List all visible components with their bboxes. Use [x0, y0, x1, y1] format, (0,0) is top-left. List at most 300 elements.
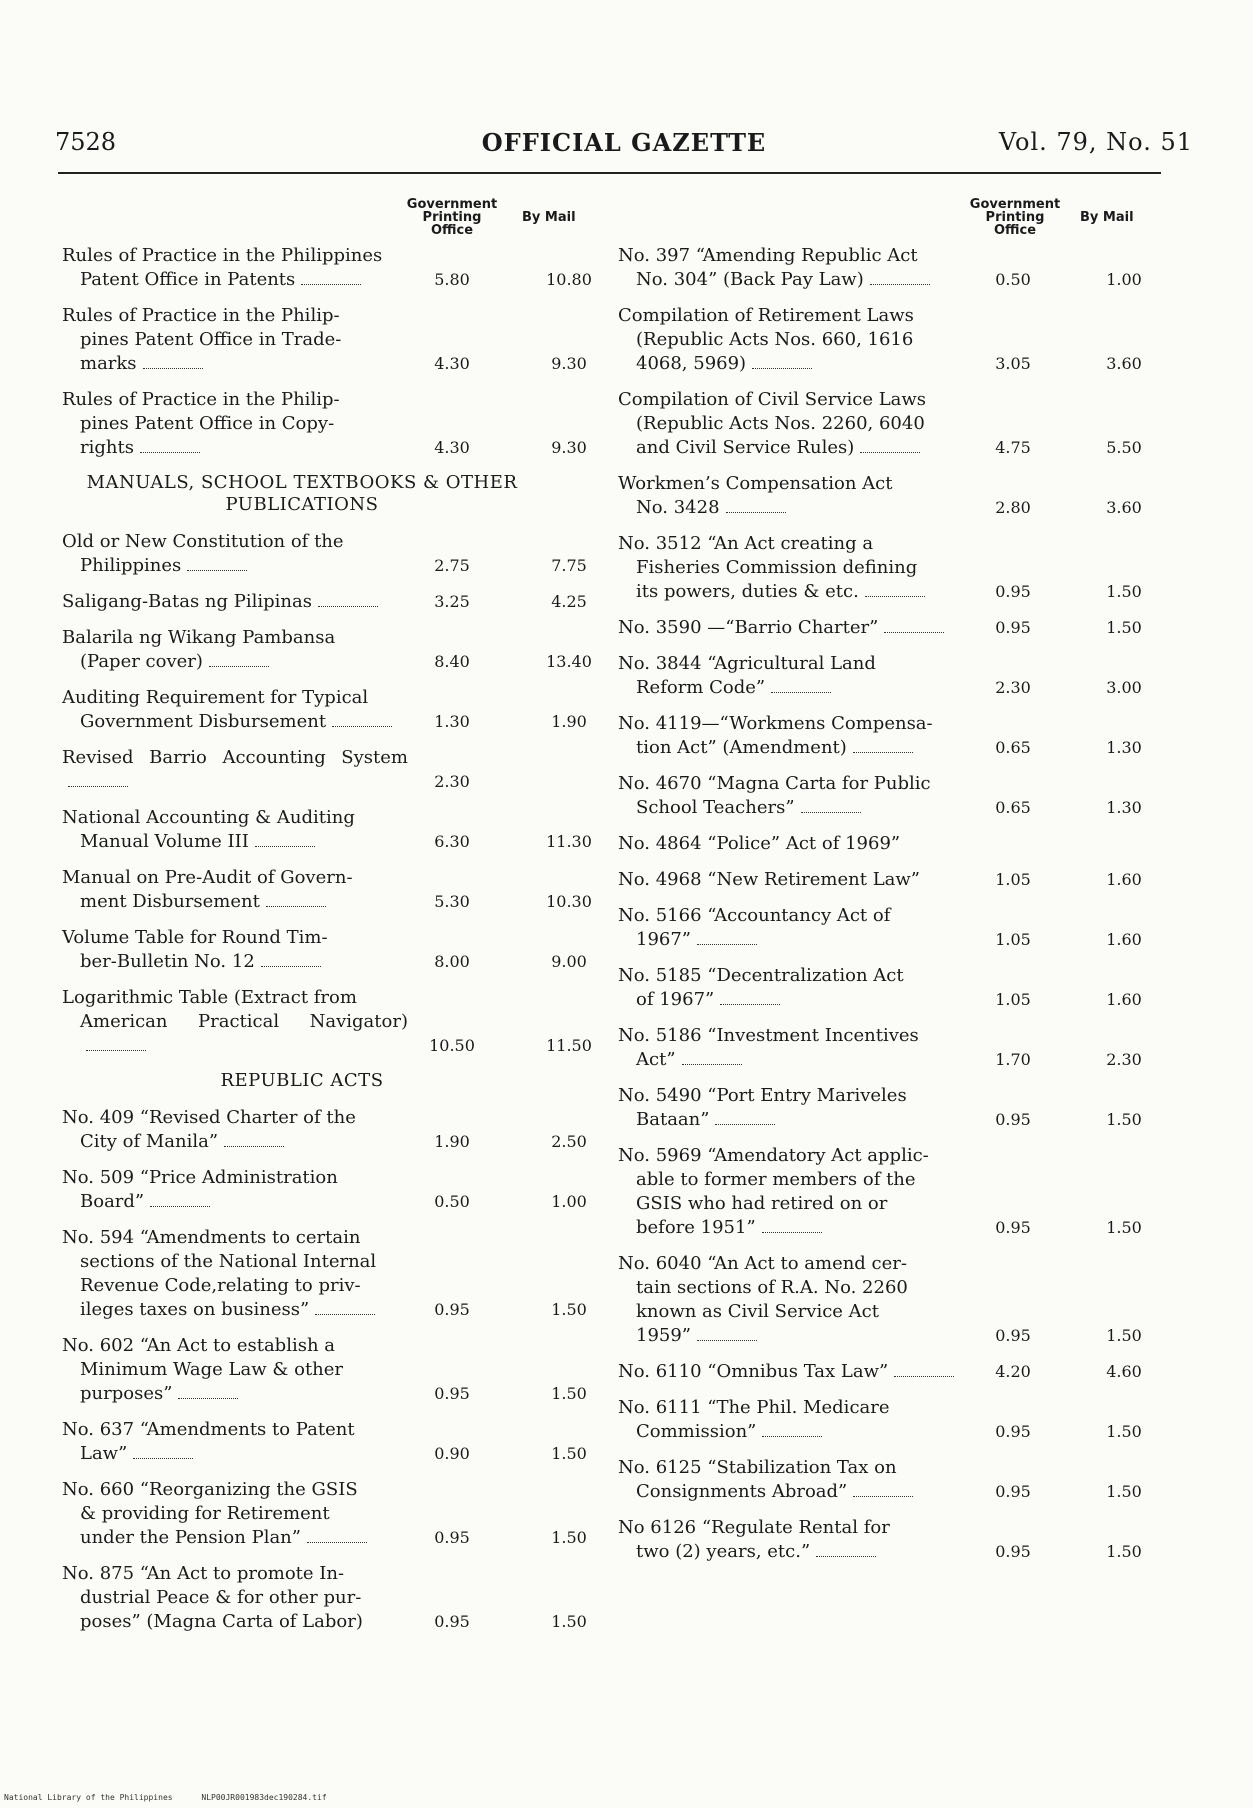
- gov-price: 0.65: [995, 798, 1031, 817]
- dot-leader: [178, 1398, 238, 1399]
- gov-price: 0.95: [995, 618, 1031, 637]
- gov-price: 2.30: [434, 772, 470, 791]
- entry-title-line: [62, 1226, 408, 1250]
- price-entry: [62, 866, 602, 914]
- entry-title: [62, 986, 408, 1058]
- dot-leader: [853, 752, 913, 753]
- entry-title-line: [618, 1144, 968, 1168]
- mail-price: 1.50: [1106, 1422, 1142, 1441]
- entry-title-text: Minimum Wage Law & other: [80, 1359, 344, 1380]
- entry-title: [62, 1418, 408, 1466]
- dot-leader: [209, 666, 269, 667]
- scan-footer: [4, 1793, 351, 1802]
- entry-title-text: No. 3428: [636, 497, 720, 518]
- mail-price: 2.50: [551, 1132, 587, 1151]
- price-entry: [618, 388, 1163, 460]
- entry-title-text: dustrial Peace & for other pur-: [80, 1587, 362, 1608]
- gov-printing-office-header: Government Printing Office: [406, 197, 498, 238]
- dot-leader: [726, 512, 786, 513]
- gov-price: 0.95: [434, 1384, 470, 1403]
- dot-leader: [224, 1146, 284, 1147]
- price-entry: [62, 806, 602, 854]
- gov-price: 0.90: [434, 1444, 470, 1463]
- entry-title-line: [618, 412, 968, 436]
- gov-price: 0.95: [995, 1482, 1031, 1501]
- entry-title-line: [618, 832, 968, 856]
- entry-title-text: No 6126 “Regulate Rental for: [618, 1517, 890, 1538]
- entry-title-line: [618, 1456, 968, 1480]
- entry-title-text: No. 3844 “Agricultural Land: [618, 653, 876, 674]
- entry-title: [62, 1334, 408, 1406]
- right-column: [618, 192, 1163, 1576]
- entry-title-text: Saligang-Batas ng Pilipinas: [62, 591, 312, 612]
- entry-title-text: 4068, 5969): [636, 353, 747, 374]
- dot-leader: [261, 966, 321, 967]
- price-entry: [62, 1562, 602, 1634]
- gov-price: 4.30: [434, 438, 470, 457]
- entry-title-line: [62, 950, 408, 974]
- entry-title: [62, 1562, 408, 1634]
- entry-title-line: [618, 1360, 968, 1384]
- gov-price: 1.90: [434, 1132, 470, 1151]
- mail-price: 1.50: [551, 1528, 587, 1547]
- entry-title-text: Law”: [80, 1443, 128, 1464]
- mail-price: 5.50: [1106, 438, 1142, 457]
- price-entry: [618, 244, 1163, 292]
- entry-title-line: [618, 1540, 968, 1564]
- library-credit: National Library of the Philippines: [4, 1793, 173, 1802]
- gov-price: 0.95: [995, 1542, 1031, 1561]
- gov-price: 0.95: [434, 1300, 470, 1319]
- dot-leader: [266, 906, 326, 907]
- entry-title-line: [62, 1442, 408, 1466]
- entry-title-text: No. 875 “An Act to promote In-: [62, 1563, 345, 1584]
- entry-title-text: Manual Volume III: [80, 831, 249, 852]
- entry-title-line: [618, 1396, 968, 1420]
- entry-title-line: [618, 532, 968, 556]
- dot-leader: [752, 368, 812, 369]
- mail-price: 1.50: [551, 1300, 587, 1319]
- mail-price: 3.00: [1106, 678, 1142, 697]
- price-entry: [62, 686, 602, 734]
- mail-price: 1.50: [1106, 1110, 1142, 1129]
- gov-price: 0.95: [995, 1110, 1031, 1129]
- entry-title-line: [618, 1108, 968, 1132]
- entry-title-line: [62, 830, 408, 854]
- price-entry: [618, 832, 1163, 856]
- entry-title-text: of 1967”: [636, 989, 715, 1010]
- dot-leader: [682, 1064, 742, 1065]
- entry-title-text: tain sections of R.A. No. 2260: [636, 1277, 908, 1298]
- entry-title-text: Philippines: [80, 555, 182, 576]
- mail-price: 1.50: [551, 1384, 587, 1403]
- entry-title-text: No. 5969 “Amendatory Act applic-: [618, 1145, 929, 1166]
- mail-price: 4.25: [551, 592, 587, 611]
- gov-price: 1.05: [995, 990, 1031, 1009]
- dot-leader: [894, 1376, 954, 1377]
- entry-title-line: [62, 554, 408, 578]
- dot-leader: [318, 606, 378, 607]
- gov-price: 4.75: [995, 438, 1031, 457]
- right-price-list: [618, 244, 1163, 1564]
- entry-title-line: [62, 590, 408, 614]
- entry-title-line: [62, 352, 408, 376]
- entry-title-line: [62, 1010, 408, 1058]
- entry-title-line: [618, 1024, 968, 1048]
- mail-price: 9.30: [551, 438, 587, 457]
- entry-title-line: [62, 926, 408, 950]
- entry-title-text: (Paper cover): [80, 651, 203, 672]
- dot-leader: [150, 1206, 210, 1207]
- entry-title-text: Revised Barrio Accounting System: [62, 747, 408, 768]
- entry-title-text: Workmen’s Compensation Act: [618, 473, 893, 494]
- dot-leader: [697, 944, 757, 945]
- gov-price: 1.70: [995, 1050, 1031, 1069]
- entry-title: [618, 1360, 968, 1384]
- entry-title-line: [618, 928, 968, 952]
- dot-leader: [860, 452, 920, 453]
- price-entry: [62, 1106, 602, 1154]
- mail-price: 11.50: [546, 1036, 592, 1055]
- gov-price: 0.95: [995, 1326, 1031, 1345]
- entry-title-line: [618, 244, 968, 268]
- entry-title-line: [62, 1334, 408, 1358]
- entry-title-line: [618, 1324, 968, 1348]
- entry-title-line: [62, 1610, 408, 1634]
- gov-price: 5.30: [434, 892, 470, 911]
- entry-title-text: No. 304” (Back Pay Law): [636, 269, 864, 290]
- gov-price: 6.30: [434, 832, 470, 851]
- mail-price: 3.60: [1106, 498, 1142, 517]
- entry-title: [618, 388, 968, 460]
- entry-title: [618, 964, 968, 1012]
- dot-leader: [884, 632, 944, 633]
- entry-title-text: Logarithmic Table (Extract from: [62, 987, 357, 1008]
- entry-title: [618, 868, 968, 892]
- entry-title-text: No. 509 “Price Administration: [62, 1167, 338, 1188]
- mail-price: 1.50: [1106, 1326, 1142, 1345]
- price-entry: [62, 986, 602, 1058]
- entry-title-text: sections of the National Internal: [80, 1251, 377, 1272]
- dot-leader: [187, 570, 247, 571]
- gov-price: 10.50: [429, 1036, 475, 1055]
- page-number: 7528: [55, 128, 117, 156]
- entry-title: [618, 304, 968, 376]
- entry-title-line: [62, 412, 408, 436]
- entry-title-line: [618, 1420, 968, 1444]
- dot-leader: [140, 452, 200, 453]
- gov-price: 8.00: [434, 952, 470, 971]
- gov-price: 0.95: [434, 1612, 470, 1631]
- mail-price: 13.40: [546, 652, 592, 671]
- price-entry: [618, 1456, 1163, 1504]
- entry-title-line: [618, 580, 968, 604]
- entry-title-text: School Teachers”: [636, 797, 795, 818]
- entry-title-line: [62, 1106, 408, 1130]
- entry-title-line: [62, 1298, 408, 1322]
- entry-title-text: Revenue Code,relating to priv-: [80, 1275, 361, 1296]
- price-entry: [618, 1516, 1163, 1564]
- mail-price: 1.00: [551, 1192, 587, 1211]
- entry-title-text: No. 594 “Amendments to certain: [62, 1227, 361, 1248]
- price-entry: [62, 590, 602, 614]
- entry-title-text: Compilation of Retirement Laws: [618, 305, 914, 326]
- section-heading-line: PUBLICATIONS: [225, 494, 379, 515]
- price-entry: [618, 904, 1163, 952]
- entry-title-line: [618, 676, 968, 700]
- entry-title-text: (Republic Acts Nos. 2260, 6040: [636, 413, 925, 434]
- entry-title-text: Old or New Constitution of the: [62, 531, 344, 552]
- price-entry: [618, 304, 1163, 376]
- entry-title-line: [62, 1250, 408, 1274]
- entry-title-line: [62, 686, 408, 710]
- entry-title-text: No. 602 “An Act to establish a: [62, 1335, 335, 1356]
- mail-price: 1.30: [1106, 798, 1142, 817]
- entry-title-text: pines Patent Office in Copy-: [80, 413, 335, 434]
- gov-price: 2.30: [995, 678, 1031, 697]
- entry-title: [618, 1024, 968, 1072]
- entry-title-line: [618, 388, 968, 412]
- entry-title-text: No. 4864 “Police” Act of 1969”: [618, 833, 901, 854]
- left-column: [62, 192, 602, 1646]
- section-heading: [62, 1070, 542, 1092]
- entry-title-line: [618, 712, 968, 736]
- gov-price: 0.95: [995, 1218, 1031, 1237]
- gov-price: 2.75: [434, 556, 470, 575]
- dot-leader: [801, 812, 861, 813]
- entry-title-text: Bataan”: [636, 1109, 710, 1130]
- price-entry: [62, 926, 602, 974]
- entry-title-text: No. 6040 “An Act to amend cer-: [618, 1253, 907, 1274]
- mail-price: 7.75: [551, 556, 587, 575]
- entry-title-line: [618, 988, 968, 1012]
- dot-leader: [143, 368, 203, 369]
- entry-title-line: [62, 1274, 408, 1298]
- entry-title-line: [618, 1084, 968, 1108]
- entry-title-line: [62, 530, 408, 554]
- mail-price: 1.50: [1106, 1542, 1142, 1561]
- entry-title-text: poses” (Magna Carta of Labor): [80, 1611, 363, 1632]
- entry-title-line: [62, 806, 408, 830]
- entry-title: [62, 746, 408, 794]
- price-entry: [62, 304, 602, 376]
- entry-title-text: Consignments Abroad”: [636, 1481, 848, 1502]
- price-entry: [62, 530, 602, 578]
- entry-title: [62, 626, 408, 674]
- entry-title-text: National Accounting & Auditing: [62, 807, 355, 828]
- entry-title: [62, 1166, 408, 1214]
- entry-title-line: [62, 1166, 408, 1190]
- mail-price: 1.50: [1106, 1218, 1142, 1237]
- entry-title-line: [618, 868, 968, 892]
- entry-title-text: Board”: [80, 1191, 145, 1212]
- price-entry: [618, 1252, 1163, 1348]
- entry-title: [618, 712, 968, 760]
- entry-title: [62, 590, 408, 614]
- section-heading: [62, 472, 542, 516]
- entry-title-text: No. 5186 “Investment Incentives: [618, 1025, 919, 1046]
- entry-title-text: Fisheries Commission defining: [636, 557, 918, 578]
- entry-title: [618, 1396, 968, 1444]
- entry-title-text: pines Patent Office in Trade-: [80, 329, 342, 350]
- entry-title-line: [62, 1562, 408, 1586]
- entry-title: [62, 686, 408, 734]
- gov-price: 0.50: [995, 270, 1031, 289]
- entry-title-text: Volume Table for Round Tim-: [62, 927, 328, 948]
- entry-title: [62, 926, 408, 974]
- entry-title-text: Rules of Practice in the Philip-: [62, 305, 340, 326]
- entry-title-text: Act”: [636, 1049, 676, 1070]
- entry-title-text: No. 397 “Amending Republic Act: [618, 245, 918, 266]
- entry-title: [618, 1144, 968, 1240]
- entry-title: [618, 832, 968, 856]
- mail-price: 1.60: [1106, 990, 1142, 1009]
- entry-title-text: Rules of Practice in the Philip-: [62, 389, 340, 410]
- gov-price: 8.40: [434, 652, 470, 671]
- left-price-list: [62, 244, 602, 1634]
- dot-leader: [853, 1496, 913, 1497]
- entry-title-text: able to former members of the: [636, 1169, 916, 1190]
- price-entry: [618, 964, 1163, 1012]
- entry-title-line: [618, 1276, 968, 1300]
- entry-title-text: two (2) years, etc.”: [636, 1541, 811, 1562]
- entry-title-text: marks: [80, 353, 137, 374]
- entry-title-text: ber-Bulletin No. 12: [80, 951, 255, 972]
- entry-title-text: Patent Office in Patents: [80, 269, 296, 290]
- by-mail-header: By Mail: [1080, 210, 1134, 225]
- entry-title-text: No. 3512 “An Act creating a: [618, 533, 874, 554]
- mail-price: 1.50: [551, 1444, 587, 1463]
- entry-title-line: [62, 1526, 408, 1550]
- dot-leader: [865, 596, 925, 597]
- price-entry: [618, 472, 1163, 520]
- entry-title-line: [618, 436, 968, 460]
- entry-title-line: [62, 436, 408, 460]
- column-header: [618, 192, 1163, 244]
- dot-leader: [697, 1340, 757, 1341]
- entry-title: [62, 530, 408, 578]
- mail-price: 1.50: [1106, 582, 1142, 601]
- entry-title: [62, 304, 408, 376]
- entry-title-line: [618, 1516, 968, 1540]
- price-entry: [62, 626, 602, 674]
- entry-title-text: ment Disbursement: [80, 891, 260, 912]
- entry-title-text: 1959”: [636, 1325, 692, 1346]
- gov-price: 0.50: [434, 1192, 470, 1211]
- entry-title-text: No. 6111 “The Phil. Medicare: [618, 1397, 890, 1418]
- mail-price: 4.60: [1106, 1362, 1142, 1381]
- entry-title: [62, 866, 408, 914]
- entry-title-line: [618, 652, 968, 676]
- entry-title-line: [618, 1192, 968, 1216]
- dot-leader: [307, 1542, 367, 1543]
- entry-title: [618, 772, 968, 820]
- price-entry: [62, 244, 602, 292]
- dot-leader: [762, 1436, 822, 1437]
- entry-title-line: [618, 304, 968, 328]
- price-entry: [62, 746, 602, 794]
- entry-title: [618, 652, 968, 700]
- entry-title: [618, 244, 968, 292]
- mail-price: 1.50: [1106, 1482, 1142, 1501]
- entry-title-line: [62, 650, 408, 674]
- header-rule: [58, 172, 1161, 174]
- dot-leader: [301, 284, 361, 285]
- gov-price: 4.20: [995, 1362, 1031, 1381]
- gov-price: 5.80: [434, 270, 470, 289]
- entry-title: [62, 244, 408, 292]
- entry-title-line: [618, 352, 968, 376]
- price-entry: [618, 1024, 1163, 1072]
- entry-title-text: (Republic Acts Nos. 660, 1616: [636, 329, 914, 350]
- dot-leader: [720, 1004, 780, 1005]
- entry-title-text: under the Pension Plan”: [80, 1527, 301, 1548]
- entry-title: [62, 806, 408, 854]
- entry-title-line: [618, 616, 968, 640]
- mail-price: 1.90: [551, 712, 587, 731]
- gov-price: 1.05: [995, 870, 1031, 889]
- mail-price: 2.30: [1106, 1050, 1142, 1069]
- price-entry: [618, 1144, 1163, 1240]
- dot-leader: [870, 284, 930, 285]
- mail-price: 1.50: [551, 1612, 587, 1631]
- entry-title: [618, 1456, 968, 1504]
- price-entry: [618, 712, 1163, 760]
- price-entry: [62, 1478, 602, 1550]
- entry-title-text: Auditing Requirement for Typical: [62, 687, 369, 708]
- dot-leader: [255, 846, 315, 847]
- gov-price: 0.95: [434, 1528, 470, 1547]
- entry-title: [618, 472, 968, 520]
- entry-title-line: [62, 866, 408, 890]
- entry-title-line: [618, 796, 968, 820]
- entry-title-text: No. 5166 “Accountancy Act of: [618, 905, 891, 926]
- price-entry: [62, 1418, 602, 1466]
- entry-title-line: [62, 1190, 408, 1214]
- entry-title-text: before 1951”: [636, 1217, 756, 1238]
- entry-title-line: [62, 746, 408, 794]
- entry-title-line: [618, 496, 968, 520]
- mail-price: 1.00: [1106, 270, 1142, 289]
- gov-price: 0.95: [995, 582, 1031, 601]
- mail-price: 9.30: [551, 354, 587, 373]
- entry-title-line: [62, 1130, 408, 1154]
- dot-leader: [715, 1124, 775, 1125]
- entry-title-text: tion Act” (Amendment): [636, 737, 847, 758]
- entry-title-text: No. 4119—“Workmens Compensa-: [618, 713, 933, 734]
- entry-title-line: [62, 328, 408, 352]
- price-entry: [62, 1166, 602, 1214]
- entry-title-text: its powers, duties & etc.: [636, 581, 859, 602]
- entry-title-text: No. 637 “Amendments to Patent: [62, 1419, 355, 1440]
- dot-leader: [771, 692, 831, 693]
- entry-title: [62, 1226, 408, 1322]
- price-entry: [618, 772, 1163, 820]
- entry-title-line: [618, 1216, 968, 1240]
- entry-title-line: [62, 304, 408, 328]
- entry-title-line: [618, 964, 968, 988]
- entry-title-line: [618, 1048, 968, 1072]
- price-entry: [618, 1360, 1163, 1384]
- entry-title-line: [62, 986, 408, 1010]
- mail-price: 10.30: [546, 892, 592, 911]
- entry-title-line: [62, 1382, 408, 1406]
- page-header: [55, 124, 1193, 164]
- dot-leader: [762, 1232, 822, 1233]
- gov-price: 3.25: [434, 592, 470, 611]
- entry-title-line: [618, 904, 968, 928]
- mail-price: 3.60: [1106, 354, 1142, 373]
